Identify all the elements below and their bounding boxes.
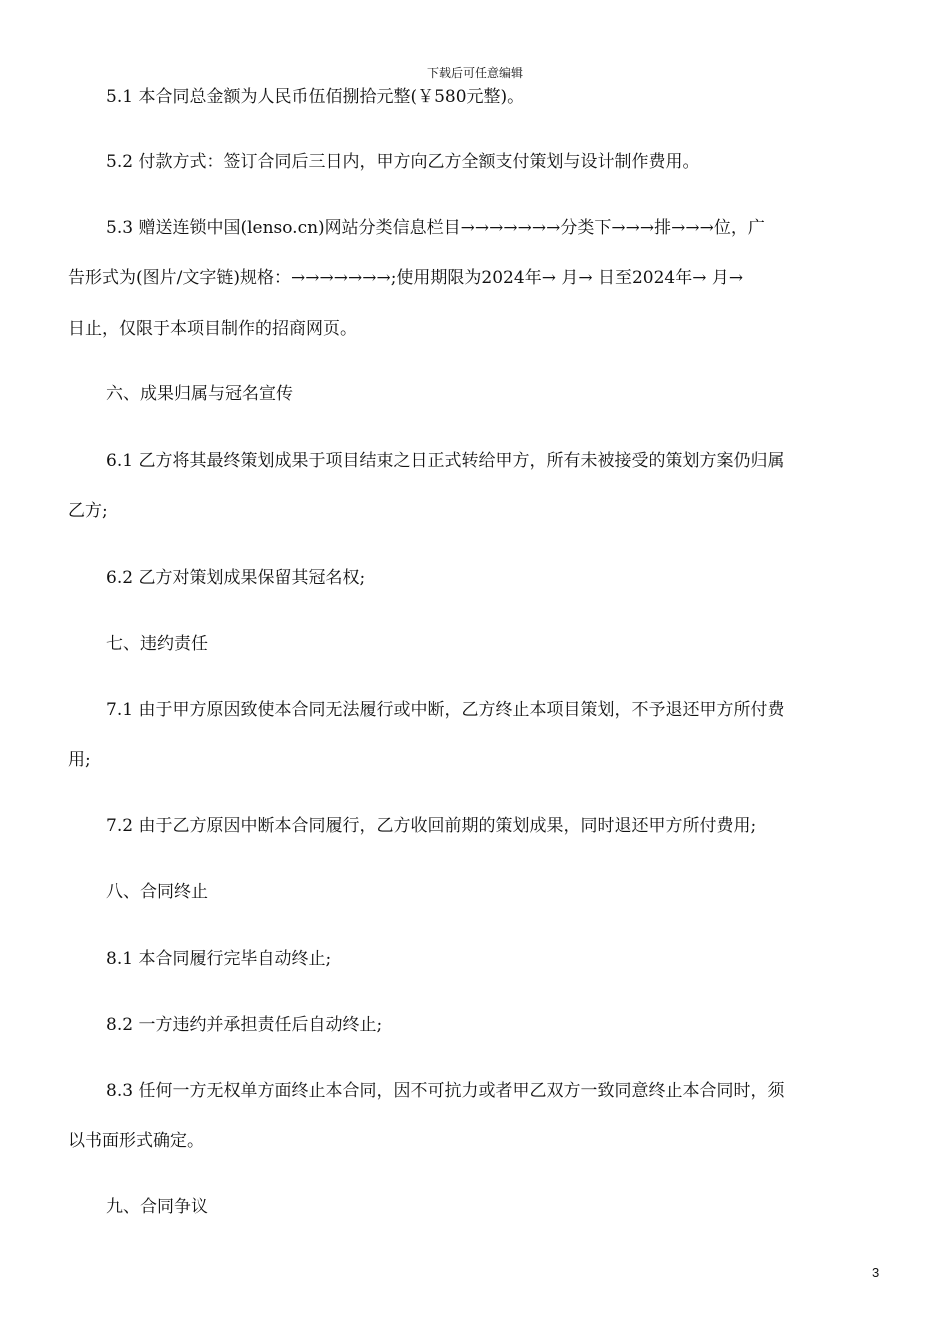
clause-7-2: 7.2 由于乙方原因中断本合同履行，乙方收回前期的策划成果，同时退还甲方所付费用; (106, 816, 757, 836)
clause-5-3-continued: 告形式为(图片/文字链)规格：→→→→→→→;使用期限为2024年→ 月→ 日至2024年→ 月→ (68, 268, 744, 288)
header-note: 下载后可任意编辑 (426, 66, 523, 80)
clause-5-1: 5.1 本合同总金额为人民币伍佰捌拾元整(￥580元整)。 (106, 87, 525, 107)
section-heading-9: 九、合同争议 (106, 1197, 208, 1217)
page-number: 3 (872, 1265, 880, 1280)
clause-6-1: 6.1 乙方将其最终策划成果于项目结束之日正式转给甲方，所有未被接受的策划方案仍归属 (106, 451, 785, 471)
clause-8-1: 8.1 本合同履行完毕自动终止; (106, 949, 332, 969)
clause-7-1: 7.1 由于甲方原因致使本合同无法履行或中断，乙方终止本项目策划，不予退还甲方所付费 (106, 700, 785, 720)
clause-5-3-continued: 日止，仅限于本项目制作的招商网页。 (68, 319, 357, 339)
clause-5-3: 5.3 赠送连锁中国(lenso.cn)网站分类信息栏目→→→→→→→分类下→→→排→→→位，广 (106, 218, 765, 238)
clause-8-3-continued: 以书面形式确定。 (68, 1131, 204, 1151)
clause-8-3: 8.3 任何一方无权单方面终止本合同，因不可抗力或者甲乙双方一致同意终止本合同时，须 (106, 1081, 785, 1101)
clause-8-2: 8.2 一方违约并承担责任后自动终止; (106, 1015, 383, 1035)
section-heading-8: 八、合同终止 (106, 882, 208, 902)
clause-6-1-continued: 乙方; (68, 501, 108, 521)
clause-6-2: 6.2 乙方对策划成果保留其冠名权; (106, 568, 366, 588)
section-heading-7: 七、违约责任 (106, 634, 208, 654)
clause-5-2: 5.2 付款方式：签订合同后三日内，甲方向乙方全额支付策划与设计制作费用。 (106, 152, 700, 172)
section-heading-6: 六、成果归属与冠名宣传 (106, 384, 293, 404)
clause-7-1-continued: 用; (68, 750, 91, 770)
